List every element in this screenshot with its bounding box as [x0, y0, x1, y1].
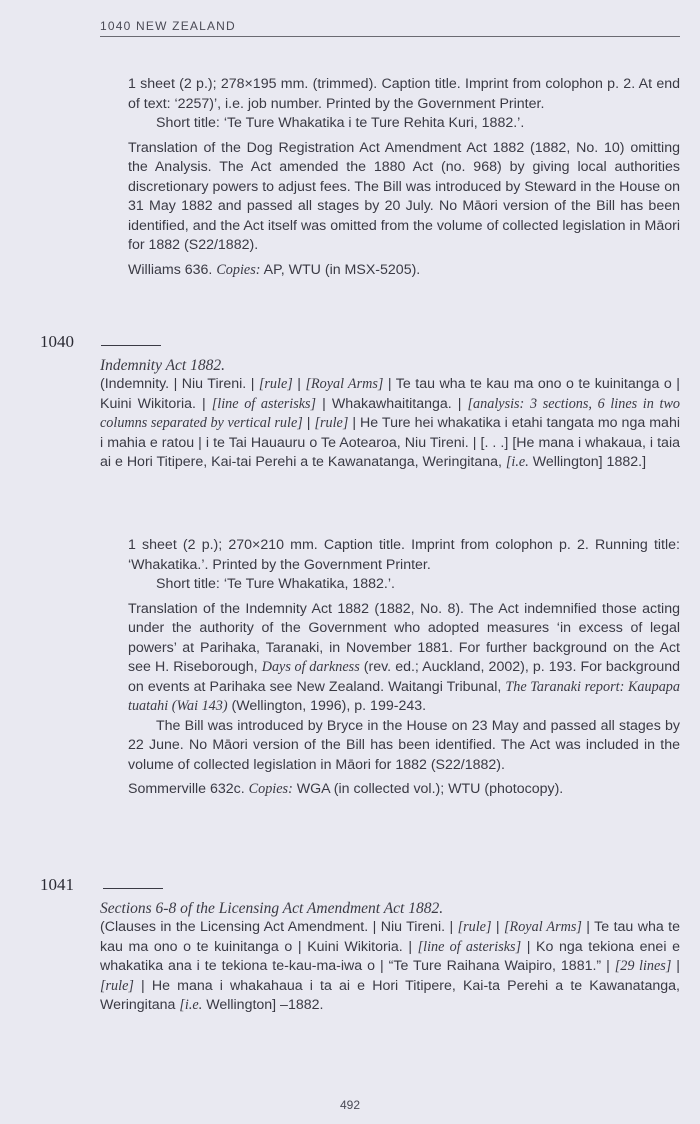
- entry-number-1041: 1041: [40, 875, 74, 894]
- previous-entry-continuation: [128, 75, 680, 280]
- running-head: 1040 NEW ZEALAND: [100, 19, 680, 37]
- page-number: 492: [339, 1098, 361, 1112]
- entry-dash: [103, 888, 163, 889]
- copies-text: WGA (in collected vol.); WTU (photocopy).: [296, 781, 564, 797]
- short-title: Short title: ‘Te Ture Whakatika i te Ture Rehita Kuri, 1882.’.: [156, 115, 525, 131]
- copies-label: Copies:: [248, 781, 293, 797]
- entry-transcription: (Clauses in the Licensing Act Amendment. | Niu Tireni. | [rule] | [Royal Arms] | Te tau wha te kau ma ono o te kuinitanga o | Kuini Wikitoria. | [line of asterisks] | Ko nga tekiona enei e whakatika ana i te tekiona te-kau-ma-iwa o | “Te Ture Raihana Waipiro, 1881.” | [29 lines] | [rule] | He mana i whakahaua i ta ai e Hori Titipere, Kai-ta Perehi a te Kawanatanga, Weringitana [i.e. Wellington] –1882.: [100, 919, 680, 1013]
- short-title: Short title: ‘Te Ture Whakatika, 1882.’.: [156, 576, 395, 592]
- copies-text: AP, WTU (in MSX-5205).: [263, 261, 421, 278]
- entry-number-1040: 1040: [40, 332, 74, 351]
- reference-source: Sommerville 632c.: [128, 781, 245, 797]
- entry-1040-details: [128, 536, 680, 800]
- references: [128, 780, 680, 800]
- copies-label: Copies:: [216, 261, 261, 278]
- entry-1040: [100, 357, 680, 473]
- entry-note: Translation of the Dog Registration Act Amendment Act 1882 (1882, No. 10) omitting the Analysis. The Act amended the 1880 Act (no. 968) by giving local authorities discretionary powers to adjust fees. The Bill was introduced by Steward in the House on 31 May 1882 and passed all stages by 20 July. No Māori version of the Bill has been identified, and the Act itself was omitted from the volume of collected legislation in Māori for 1882 (S22/1882).: [128, 139, 680, 253]
- physical-description: 1 sheet (2 p.); 278×195 mm. (trimmed). Caption title. Imprint from colophon p. 2. At end of text: ‘2257)’, i.e. job number. Printed by the Government Printer.: [128, 76, 680, 112]
- references: [128, 261, 680, 281]
- entry-transcription: (Indemnity. | Niu Tireni. | [rule] | [Royal Arms] | Te tau wha te kau ma ono o te kuinitanga o | Kuini Wikitoria. | [line of asterisks] | Whakawhaititanga. | [analysis: 3 sections, 6 lines in two columns separated by vertical rule] | [rule] | He Ture hei whakatika i etahi tangata mo nga mahi i mahia e ratou | i te Tai Hauauru o Te Aotearoa, Niu Tireni. | [. . .] [He mana i whakaua, i taia ai e Hori Titipere, Kai-tai Perehi a te Kawanatanga, Weringitana, [i.e. Wellington] 1882.]: [100, 376, 681, 470]
- physical-description: 1 sheet (2 p.); 270×210 mm. Caption title. Imprint from colophon p. 2. Running title: ‘Whakatika.’. Printed by the Government Printer.: [128, 537, 680, 573]
- entry-dash: [101, 345, 161, 346]
- entry-note-2: The Bill was introduced by Bryce in the House on 23 May and passed all stages by 22 June. No Māori version of the Bill has been identified. The Act was included in the volume of collected legislation in Māori for 1882 (S22/1882).: [128, 717, 680, 773]
- entry-1041: [100, 900, 680, 1016]
- entry-title: Sections 6-8 of the Licensing Act Amendment Act 1882.: [100, 900, 444, 917]
- reference-source: Williams 636.: [128, 261, 213, 278]
- entry-title: Indemnity Act 1882.: [100, 357, 225, 374]
- entry-note: Translation of the Indemnity Act 1882 (1882, No. 8). The Act indemnified those acting under the authority of the Government who adopted measures ‘in excess of legal powers’ at Parihaka, Taranaki, in November 1881. For further background on the Act see H. Riseborough, Days of darkness (rev. ed.; Auckland, 2002), p. 193. For background on events at Parihaka see New Zealand. Waitangi Tribunal, The Taranaki report: Kaupapa tuatahi (Wai 143) (Wellington, 1996), p. 199-243.: [128, 600, 680, 714]
